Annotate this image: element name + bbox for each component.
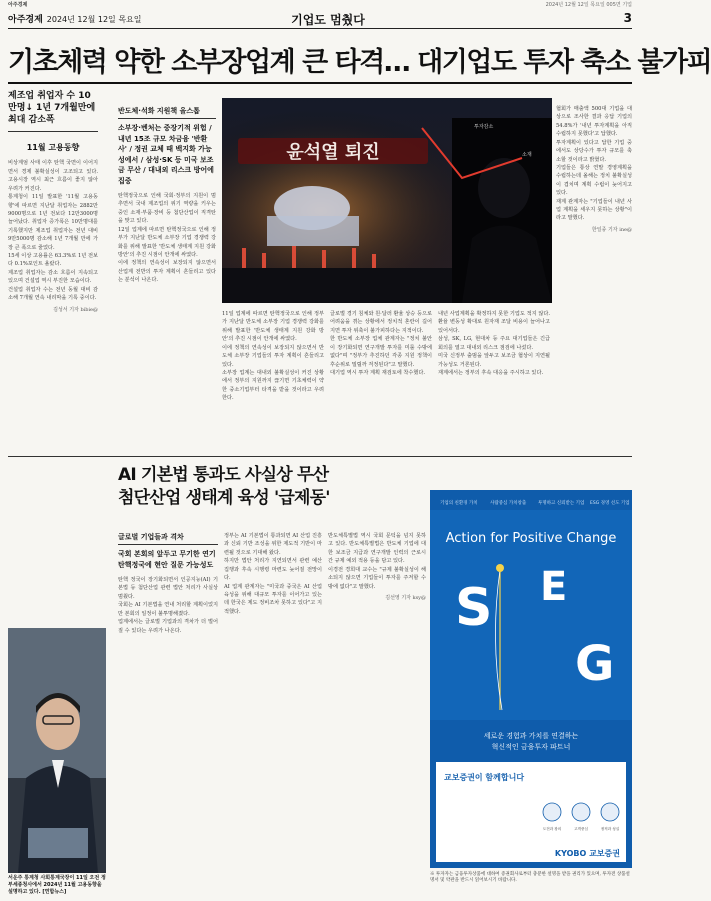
ad-letter-g: G bbox=[575, 636, 615, 692]
ad-value-icons bbox=[543, 803, 620, 831]
section-rule bbox=[8, 456, 632, 457]
article-body: 탄핵정국으로 인해 국회·정부의 지원이 멈추면서 국내 제조업의 위기 역량을 키우는 중인 소재·부품·장비 등 첨단산업이 직격탄을 맞고 있다. 12일 업계에 따르면 탄핵정국으로 인해 정부가 지난달 반도체 소부장 기업 경쟁력 강화를 위해 발표한 '반도체 생태계 지원 강화 방안'의 추진 시점이 안개에 싸였다. 이에 정책의 연속성이 보장되지 않으면서 산업계 전반의 투자 계획이 흔들리고 있다는 분석이 나온다. bbox=[118, 193, 216, 284]
article-column-c2 bbox=[330, 310, 432, 377]
second-headline-line1: AI 기본법 통과도 사실상 무산 bbox=[118, 465, 329, 485]
ad-brand-logo: KYOBO 교보증권 bbox=[554, 849, 620, 858]
reporter-photo bbox=[8, 628, 106, 873]
ad-tab-2: 사람중심 가치창출 bbox=[490, 501, 527, 506]
article-body: 글로벌 경기 침체와 원·달러 환율 상승 등으로 어려움을 겪는 상황에서 정치적 혼란이 길어지면 투자 위축이 불가피하다는 지적이다. 한 반도체 소부장 업체 관계자는 "정치 불안이 장기화되면 연구개발 투자를 미룰 수밖에 없다"며 "정부가 추진하던 각종 지원 정책이 후순위로 밀릴까 걱정된다"고 말했다. 대기업 역시 투자 계획 재검토에 착수했다. bbox=[330, 311, 432, 376]
top-paper-name: 아주경제 bbox=[8, 2, 28, 8]
caption-credit: [연합뉴스] bbox=[42, 889, 67, 895]
ad-icon-label-1: 도전과 창의 bbox=[542, 827, 562, 831]
ad-tab-4: ESG 경영 선도 기업 bbox=[590, 501, 630, 506]
ad-tab-1: 기업의 친환경 가치 bbox=[440, 501, 478, 506]
article-column-d3 bbox=[328, 532, 426, 601]
ad-disclaimer: ※ 투자자는 금융투자상품에 대하여 증권회사로부터 충분한 설명을 받을 권리가 있으며, 투자전 상품설명서 및 약관을 반드시 읽어보시기 바랍니다. bbox=[430, 872, 630, 884]
page-number: 3 bbox=[623, 11, 632, 25]
box-title: 11월 고용동향 bbox=[26, 143, 80, 153]
article-body: 내년 사업계획을 확정하지 못한 기업도 적지 않다. 환율 변동성 확대로 원자재 조달 비용이 늘어나고 있어서다. 삼성, SK, LG, 현대차 등 주요 대기업들은 긴급 회의를 열고 대내외 리스크 점검에 나섰다. 미국 신정부 출범을 앞두고 보조금 협상이 지연될 가능성도 거론된다. 재계에서는 정부의 후속 대응을 주시하고 있다. bbox=[438, 311, 550, 376]
graphic-label-left: 투자감소 bbox=[474, 124, 494, 130]
article-column-d1 bbox=[118, 532, 218, 635]
person-photo bbox=[8, 628, 106, 873]
protest-banner-text: 윤석열 퇴진 bbox=[286, 142, 380, 163]
ad-cta: 교보증권이 함께합니다 bbox=[444, 773, 525, 782]
article-column-a bbox=[8, 90, 98, 313]
article-body: 반도체특별법 역시 국회 문턱을 넘지 못하고 있다. 반도체특별법은 반도체 기업에 대한 보조금 지급과 연구개발 인력의 근로시간 규제 예외 적용 등을 담고 있다. 이경전 경희대 교수는 "규제 불확실성이 해소되지 않으면 기업들이 투자를 주저할 수밖에 없다"고 말했다. bbox=[328, 533, 426, 590]
news-photo bbox=[222, 98, 552, 303]
byline: 한일종 기자 ine@ bbox=[591, 226, 632, 233]
main-headline: 기초체력 약한 소부장업계 큰 타격… 대기업도 투자 축소 불가피 bbox=[8, 47, 711, 78]
masthead-date: 2024년 12월 12일 목요일 bbox=[46, 15, 142, 24]
section-title: 기업도 멈췄다 bbox=[291, 13, 365, 27]
second-headline-line2: 첨단산업 생태계 육성 '급제동' bbox=[118, 488, 330, 509]
ad-icon-label-2: 고객중심 bbox=[574, 827, 588, 831]
kicker: 반도체·석화 지원책 올스톱 bbox=[118, 106, 216, 119]
article-column-b bbox=[118, 106, 216, 285]
article-body: 정부는 AI 기본법이 통과되면 AI 산업 진흥과 신뢰 기반 조성을 위한 제도적 기반이 마련될 것으로 기대해 왔다. 하지만 법안 처리가 지연되면서 관련 예산 집행과 후속 시행령 마련도 늦어질 전망이다. AI 업계 관계자는 "미국과 중국은 AI 산업 육성을 위해 대규모 투자를 이어가고 있는데 한국은 제도 정비조차 못하고 있다"고 지적했다. bbox=[224, 533, 322, 615]
top-meta: 2024년 12월 12일 목요일 005면 기업 bbox=[545, 2, 632, 8]
article-body: 비상계엄 사태 이후 탄핵 국면이 이어지면서 경제 불확실성이 고조되고 있다. 고용시장 역시 최근 흐름이 좋지 않아 우려가 커진다. 통계청이 11일 발표한 '11월 고용동향'에 따르면 지난달 취업자는 2882만9000명으로 1년 전보다 12만3000명 늘어났다. 취업자 증가폭은 10만명대를 기록했지만 제조업 취업자는 전년 대비 9만5000명 감소해 1년 7개월 만에 가장 큰 폭으로 줄었다. 15세 이상 고용률은 63.3%로 1년 전보다 0.1%포인트 올랐다. 제조업 취업자는 감소 흐름이 지속되고 있으며 건설업 역시 부진한 모습이다. 건설업 취업자 수는 전년 동월 대비 감소해 7개월 연속 내리막을 기록 중이다. bbox=[8, 160, 98, 302]
headline-rule bbox=[8, 82, 632, 84]
kicker: 글로벌 기업들과 격차 bbox=[118, 532, 218, 545]
photo-caption bbox=[8, 875, 106, 896]
sub-headline: 국회 본회의 앞두고 무기한 연기 탄핵정국에 현안 질문 가능성도 bbox=[118, 550, 216, 569]
ad-letter-e: E bbox=[540, 564, 568, 610]
article-body: 탄핵 정국이 장기화되면서 인공지능(AI) 기본법 등 첨단산업 관련 법안 처리가 사실상 멈췄다. 국회는 AI 기본법을 연내 처리할 계획이었지만 본회의 일정이 불투명해졌다. 업계에서는 글로벌 기업과의 격차가 더 벌어질 수 있다는 우려가 나온다. bbox=[118, 577, 218, 634]
byline: 김성서 기자 bibie@ bbox=[53, 306, 98, 313]
article-body: 11일 업계에 따르면 탄핵정국으로 인해 정부가 지난달 반도체 소부장 기업 경쟁력 강화를 위해 발표한 '반도체 생태계 지원 강화 방안'의 추진 시점이 안개에 싸였다. 이에 정책의 연속성이 보장되지 않으면서 반도체 소부장 기업들의 투자 계획이 흔들리고 있다. 소부장 업계는 대내외 불확실성이 커진 상황에서 정부의 지원까지 끊기면 기초체력이 약한 중소기업부터 타격을 받을 것이라고 우려한다. bbox=[222, 311, 324, 402]
sub-headline: 소부장·벤처는 중장기적 위험 / 내년 15조 규모 차금융 '반환사' / 정권 교체 때 백지화 가능성에서 / 삼성·SK 등 미국 보조금 무산 / 대내외 리스크 방어에 집중 bbox=[118, 124, 214, 185]
subheadline: 제조업 취업자 수 10만명↓ 1년 7개월만에 최대 감소폭 bbox=[8, 90, 98, 132]
article-column-right bbox=[556, 105, 632, 233]
caption-text: 서운주 통계청 사회통계국장이 11일 오전 정부세종청사에서 2024년 11월 고용동향을 설명하고 있다. bbox=[8, 875, 106, 895]
masthead bbox=[8, 12, 142, 25]
article-body: 협회가 매출액 500대 기업을 대상으로 조사한 결과 응답 기업의 54.8%가 '내년 투자계획을 아직 수립하지 못했다'고 답했다. 투자계획이 있다고 답한 기업 중에서도 상당수가 투자 규모를 축소할 것이라고 밝혔다. 기업들은 통상 연말 경영계획을 수립하는데 올해는 정치 불확실성이 겹치며 계획 수립이 늦어지고 있다. 재계 관계자는 "기업들이 내년 사업 계획을 세우지 못하는 상황"이라고 말했다. bbox=[556, 106, 632, 222]
ad-slogan-1: 세로운 경험과 가치를 연결하는 bbox=[483, 732, 579, 740]
advertisement[interactable] bbox=[430, 490, 632, 868]
ad-letter-s: S bbox=[455, 578, 493, 638]
article-column-c3 bbox=[438, 310, 550, 377]
article-column-d2 bbox=[224, 532, 322, 616]
ad-icon-label-3: 정직과 성실 bbox=[600, 827, 620, 831]
second-headline bbox=[118, 464, 388, 511]
ad-slogan-2: 혁신적인 금융투자 파트너 bbox=[491, 743, 571, 751]
byline: 김선영 기자 ksy@ bbox=[385, 594, 426, 601]
ad-tab-3: 투명하고 신뢰받는 기업 bbox=[538, 501, 585, 506]
page-header bbox=[8, 10, 632, 29]
masthead-name: 아주경제 bbox=[8, 15, 43, 25]
ad-title: Action for Positive Change bbox=[445, 531, 617, 546]
graphic-label-right: 소재 bbox=[522, 152, 532, 158]
kyobo-ad-art bbox=[430, 490, 632, 868]
protest-night-photo bbox=[222, 98, 552, 303]
article-column-c1 bbox=[222, 310, 324, 403]
top-info-bar bbox=[8, 0, 632, 8]
